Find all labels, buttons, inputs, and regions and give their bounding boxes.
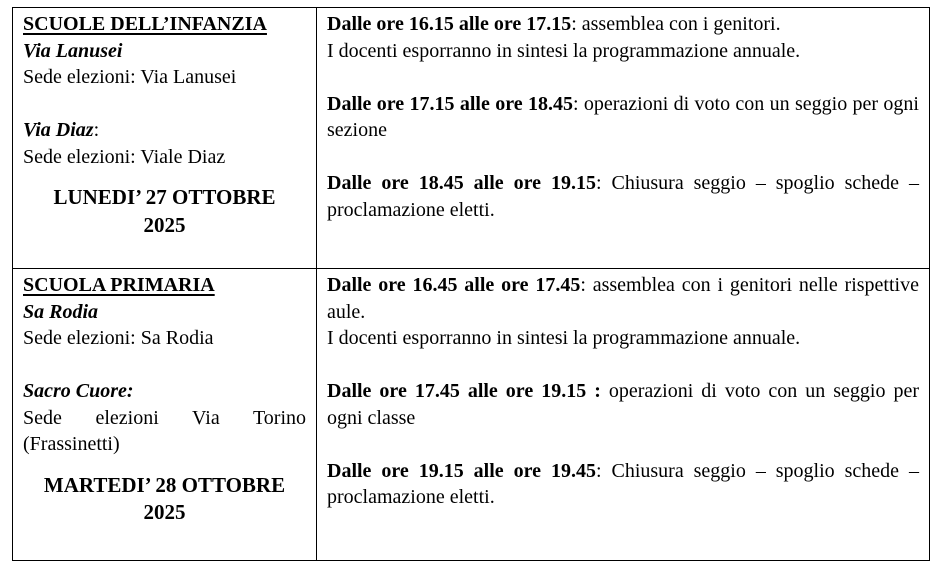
sede-elezioni: Sede elezioni Via Torino	[23, 406, 306, 429]
school-title: SCUOLE DELL’INFANZIA	[23, 13, 267, 35]
schedule-note: I docenti esporranno in sintesi la programmazione annuale.	[327, 39, 801, 62]
schedule-item: Dalle ore 17.45 alle ore 19.15 : operazioni di voto con un seggio per ogni classe	[327, 380, 919, 429]
election-schedule-table	[12, 7, 930, 561]
schedule-item: Dalle ore 16.45 alle ore 17.45: assemblea con i genitori nelle rispettive aule.	[327, 274, 919, 323]
sede-elezioni-continued: (Frassinetti)	[23, 433, 120, 455]
table-row-primaria	[13, 269, 930, 561]
school-info-cell-infanzia	[13, 8, 317, 269]
plesso-name: Via Diaz:	[23, 119, 100, 141]
schedule-cell-infanzia	[317, 8, 930, 269]
plesso-name: Sacro Cuore:	[23, 380, 134, 402]
school-title: SCUOLA PRIMARIA	[23, 274, 215, 296]
school-info-cell-primaria	[13, 269, 317, 561]
schedule-cell-primaria	[317, 269, 930, 561]
sede-elezioni: Sede elezioni: Via Lanusei	[23, 66, 237, 88]
schedule-item: Dalle ore 17.15 alle ore 18.45: operazioni di voto con un seggio per ogni sezione	[327, 92, 919, 141]
schedule-item: Dalle ore 16.15 alle ore 17.15: assemblea con i genitori.	[327, 13, 781, 35]
sede-elezioni: Sede elezioni: Viale Diaz	[23, 145, 226, 168]
schedule-note: I docenti esporranno in sintesi la programmazione annuale.	[327, 327, 801, 349]
schedule-item: Dalle ore 18.45 alle ore 19.15: Chiusura seggio – spoglio schede – proclamazione eletti.	[327, 172, 919, 221]
table-row-infanzia	[13, 8, 930, 269]
election-date: MARTEDI’ 28 OTTOBRE 2025	[43, 472, 286, 524]
sede-elezioni: Sede elezioni: Sa Rodia	[23, 327, 214, 349]
plesso-name: Sa Rodia	[23, 300, 99, 323]
election-date: LUNEDI’ 27 OTTOBRE 2025	[53, 185, 276, 237]
schedule-item: Dalle ore 19.15 alle ore 19.45: Chiusura seggio – spoglio schede – proclamazione eletti.	[327, 459, 919, 508]
plesso-name: Via Lanusei	[23, 39, 123, 62]
